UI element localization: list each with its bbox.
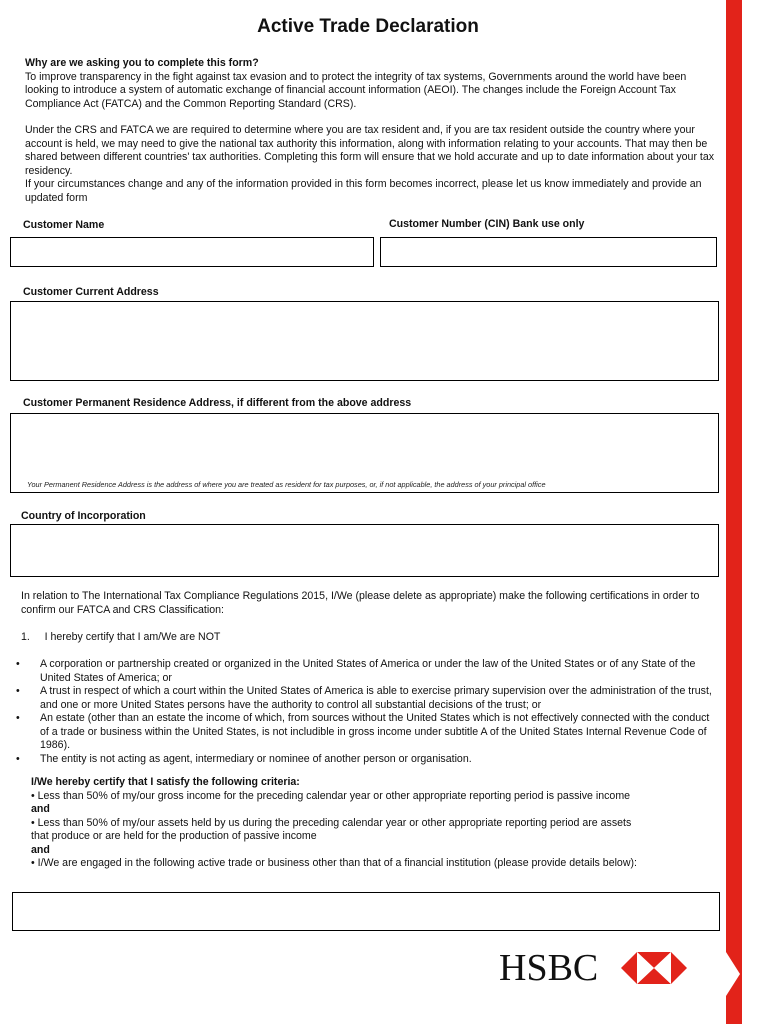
criteria-item-3: • I/We are engaged in the following active trade or business other than that of a financial institution (please provide details below): <box>31 857 637 869</box>
current-address-field[interactable] <box>10 301 719 381</box>
item-number: 1. <box>21 631 30 643</box>
customer-number-label: Customer Number (CIN) Bank use only <box>389 218 585 230</box>
country-field[interactable] <box>10 524 719 577</box>
criteria-and-2: and <box>31 843 50 856</box>
permanent-address-note: Your Permanent Residence Address is the address of where you are treated as resident for tax purposes, or, if not applicable, the address of your principal office <box>27 480 546 489</box>
customer-name-label: Customer Name <box>23 219 105 231</box>
criteria-heading: I/We hereby certify that I satisfy the following criteria: <box>31 776 300 788</box>
list-item: • An estate (other than an estate the income of which, from sources without the United States which is not effectively connected with the conduct of a trade or business within the United States, is not includible in gross income under subtitle A of the United States Internal Revenue Code of 1986). <box>16 712 710 751</box>
brand-red-bar <box>726 0 742 1024</box>
certification-bullets <box>16 658 716 766</box>
criteria-section <box>31 776 721 871</box>
intro-section <box>25 57 715 205</box>
certification-item-1 <box>21 631 721 645</box>
list-item: • The entity is not acting as agent, intermediary or nominee of another person or organisation. <box>16 752 472 765</box>
intro-paragraph-1: To improve transparency in the fight against tax evasion and to protect the integrity of tax systems, Governments around the world have been looking to introduce a system of automatic exchange of financial account information (AEOI). The changes include the Foreign Account Tax Compliance Act (FATCA) and the Common Reporting Standard (CRS). <box>25 70 687 110</box>
customer-name-field[interactable] <box>10 237 374 267</box>
permanent-address-label: Customer Permanent Residence Address, if different from the above address <box>23 397 412 409</box>
bullet-dot: • <box>16 712 20 724</box>
intro-question: Why are we asking you to complete this form? <box>25 57 259 69</box>
bullet-dot: • <box>16 658 20 670</box>
customer-number-field[interactable] <box>380 237 717 267</box>
criteria-item-2: • Less than 50% of my/our assets held by us during the preceding calendar year or other appropriate reporting period are assets that produce or are held for the production of passive income <box>31 816 632 842</box>
intro-paragraph-2: Under the CRS and FATCA we are required to determine where you are tax resident and, if you are tax resident outside the country where your account is held, we may need to give the national tax authority this information, along with information relating to your accounts. That may then be shared between different countries' tax authorities. Completing this form will ensure that we hold accurate and up to date information about your tax residency. <box>25 124 715 177</box>
criteria-and-1: and <box>31 803 50 815</box>
intro-paragraph-3: If your circumstances change and any of the information provided in this form becomes incorrect, please let us know immediately and provide an updated form <box>25 178 702 204</box>
list-item: • A corporation or partnership created or organized in the United States of America or under the law of the United States or of any State of the United States of America; or <box>16 658 696 684</box>
active-trade-details-field[interactable] <box>12 892 720 931</box>
bullet-dot: • <box>16 752 20 765</box>
list-item: • A trust in respect of which a court within the United States of America is able to exercise primary supervision over the administration of the trust, and one or more United States persons have the authority to control all substantial decisions of the trust; or <box>16 685 712 711</box>
hsbc-logo <box>499 944 699 994</box>
logo-wordmark: HSBC <box>499 947 599 989</box>
current-address-label: Customer Current Address <box>23 286 159 298</box>
item-text: I hereby certify that I am/We are NOT <box>44 631 221 643</box>
page-title: Active Trade Declaration <box>257 16 479 37</box>
criteria-item-1: • Less than 50% of my/our gross income for the preceding calendar year or other appropriate reporting period is passive income <box>31 789 631 802</box>
certification-intro: In relation to The International Tax Compliance Regulations 2015, I/We (please delete as appropriate) make the following certifications in order to confirm our FATCA and CRS Classification: <box>21 590 700 616</box>
hsbc-hexagon-icon <box>621 952 687 984</box>
brand-red-bar-notch <box>726 952 740 996</box>
bullet-dot: • <box>16 685 20 697</box>
country-label: Country of Incorporation <box>21 510 146 522</box>
